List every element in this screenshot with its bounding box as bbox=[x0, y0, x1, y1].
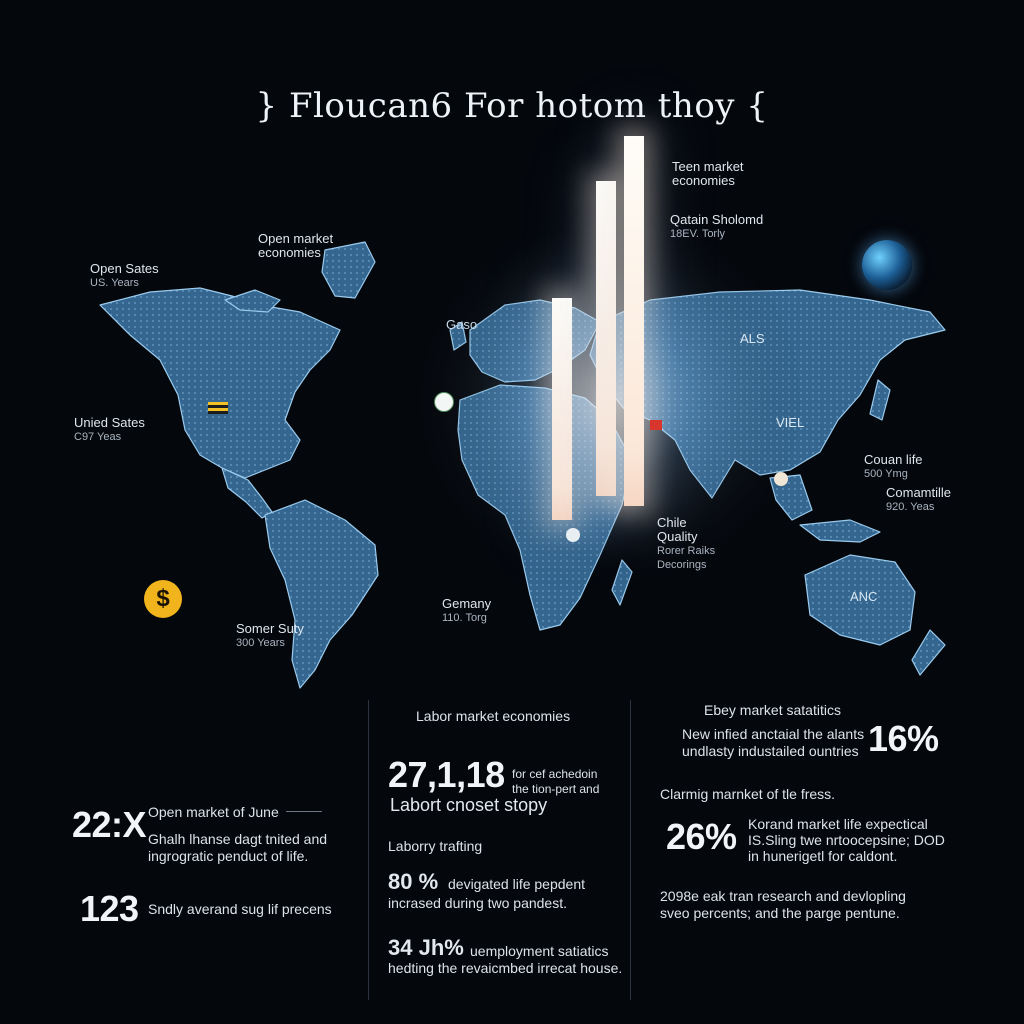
stat-80-line1: devigated life pepdent bbox=[448, 876, 585, 892]
label-line: economies bbox=[672, 173, 735, 188]
chart-bar-3 bbox=[624, 136, 644, 506]
right-heading: Ebey market satatitics bbox=[704, 702, 841, 718]
label-line: economies bbox=[258, 245, 321, 260]
stat1-line2: ingrogratic penduct of life. bbox=[148, 848, 309, 864]
label-qatar bbox=[670, 213, 763, 241]
right-clarity: Clarmig marnket of tle fress. bbox=[660, 786, 836, 802]
label-line: Quality bbox=[657, 529, 698, 544]
right-foot2: sveo percents; and the parge pentune. bbox=[660, 905, 900, 921]
label-subline: 300 Years bbox=[236, 637, 285, 649]
stat-80-value: 80 % bbox=[388, 869, 439, 894]
label-line: Comamtille bbox=[886, 485, 952, 500]
location-marker-icon bbox=[566, 528, 580, 542]
stat-34-line2: hedting the revaicmbed irrecat house. bbox=[388, 960, 623, 976]
label-subline: Decorings bbox=[657, 559, 707, 571]
label-subline: 920. Yeas bbox=[886, 501, 935, 513]
label-subline: C97 Yeas bbox=[74, 431, 122, 443]
label-line: Couan life bbox=[864, 452, 923, 467]
center-big-note2: the tion-pert and bbox=[512, 782, 600, 796]
label-line: Open Sates bbox=[90, 261, 159, 276]
flag-icon-red bbox=[650, 420, 662, 430]
dollar-icon bbox=[144, 580, 182, 618]
page-title: } Floucan6 For hotom thoy { bbox=[255, 86, 769, 126]
label-line: Unied Sates bbox=[74, 415, 145, 430]
stat1-value: 22:X bbox=[72, 804, 147, 845]
right-line2: undlasty industailed ountries bbox=[682, 743, 859, 759]
center-heading: Labor market economies bbox=[416, 708, 571, 724]
center-subheading: Labort cnoset stopy bbox=[390, 795, 548, 815]
leaf-marker-icon bbox=[434, 392, 454, 412]
label-subline: 110. Torg bbox=[442, 612, 487, 624]
center-tracking-label: Laborry trafting bbox=[388, 838, 483, 854]
divider-left bbox=[368, 700, 369, 1000]
stat1-rule bbox=[286, 811, 322, 812]
right-foot1: 2098e eak tran research and devlopling bbox=[660, 888, 906, 904]
mountain-marker-icon bbox=[774, 472, 788, 486]
stat2-value: 123 bbox=[80, 888, 139, 929]
right-value-16: 16% bbox=[868, 718, 939, 759]
label-chile bbox=[657, 516, 715, 572]
right-value-26: 26% bbox=[666, 816, 737, 857]
globe-icon bbox=[862, 240, 912, 290]
label-line: Qatain Sholomd bbox=[670, 212, 764, 227]
indonesia bbox=[800, 520, 880, 542]
north-america bbox=[100, 288, 340, 478]
label-coun-life bbox=[864, 453, 923, 481]
label-comamtile bbox=[886, 486, 951, 514]
label-subline: 500 Ymg bbox=[864, 468, 908, 480]
chart-bar-1 bbox=[552, 298, 572, 520]
region-label-viel: VIEL bbox=[776, 415, 805, 430]
right-26-line2: IS.Sling twe nrtoocepsine; DOD bbox=[748, 832, 945, 848]
south-america bbox=[265, 500, 378, 688]
label-line: Teen market bbox=[672, 159, 744, 174]
label-line: Chile bbox=[657, 515, 687, 530]
label-subline: Rorer Raiks bbox=[657, 545, 716, 557]
japan bbox=[870, 380, 890, 420]
right-line1: New infied anctaial the alants bbox=[682, 726, 865, 742]
chart-bar-2 bbox=[596, 181, 616, 496]
label-subline: 18EV. Torly bbox=[670, 228, 726, 240]
divider-right bbox=[630, 700, 631, 1000]
label-open-market bbox=[258, 232, 333, 260]
label-line: Gemany bbox=[442, 596, 492, 611]
label-line: Somer Suty bbox=[236, 621, 304, 636]
label-subline: US. Years bbox=[90, 277, 139, 289]
stat-34-line1: uemployment satiatics bbox=[470, 943, 609, 959]
region-label-anc: ANC bbox=[850, 589, 878, 604]
flag-icon-usa bbox=[208, 402, 228, 414]
stat2-text: Sndly averand sug lif precens bbox=[148, 901, 332, 917]
dollar-symbol: $ bbox=[156, 585, 170, 612]
label-teen-market bbox=[672, 160, 744, 188]
region-label-gaso: Gaso bbox=[446, 317, 478, 332]
stat1-line1: Ghalh lhanse dagt tnited and bbox=[148, 831, 328, 847]
stat-80-line2: incrased during two pandest. bbox=[388, 895, 567, 911]
stat1-heading: Open market of June bbox=[148, 804, 279, 820]
new-zealand bbox=[912, 630, 945, 675]
region-label-als: ALS bbox=[740, 331, 765, 346]
center-big-note1: for cef achedoin bbox=[512, 767, 598, 781]
label-line: Open market bbox=[258, 231, 334, 246]
stat-34-value: 34 Jh% bbox=[388, 935, 464, 960]
bar-chart bbox=[540, 120, 660, 520]
center-big-value: 27,1,18 bbox=[388, 754, 505, 795]
right-26-line1: Korand market life expectical bbox=[748, 816, 928, 832]
label-united-states bbox=[74, 416, 145, 444]
label-open-sates bbox=[90, 262, 159, 290]
label-germany bbox=[442, 597, 491, 625]
label-somer bbox=[236, 622, 304, 650]
right-26-line3: in hunerigetl for caldont. bbox=[748, 848, 898, 864]
